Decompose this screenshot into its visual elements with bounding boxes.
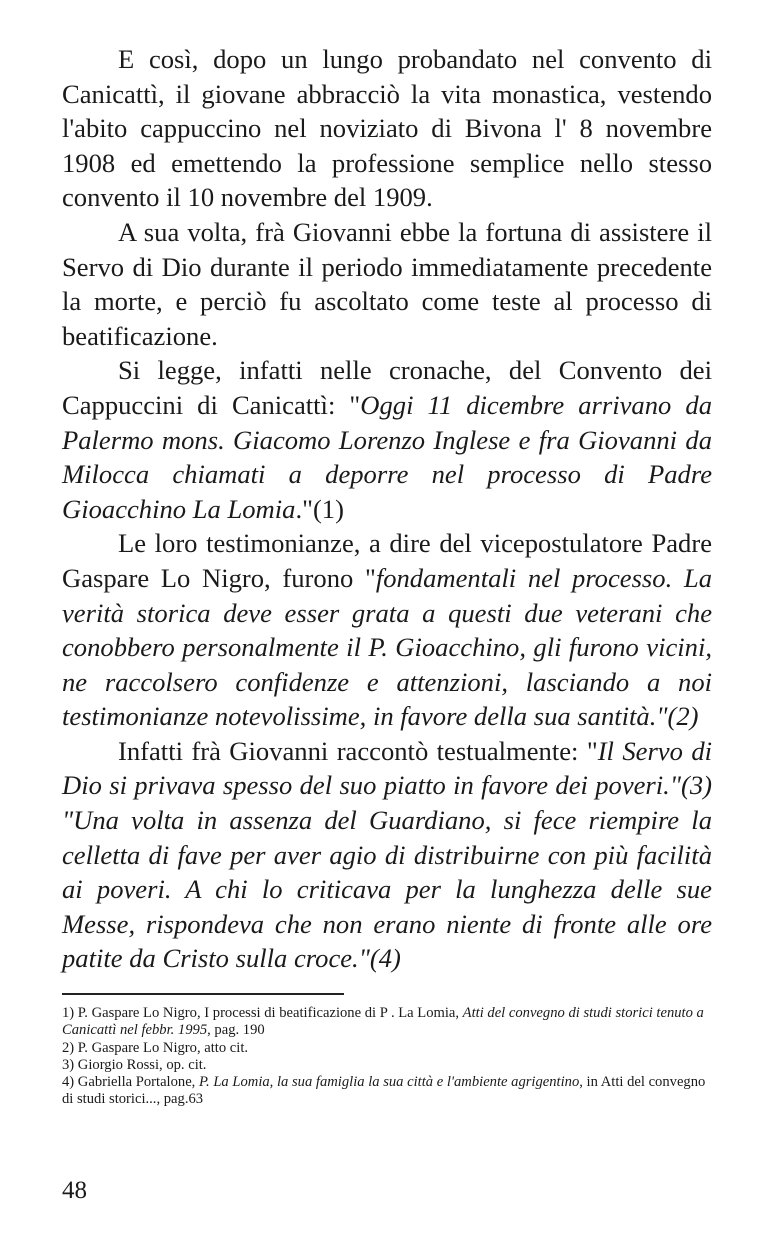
text-run: 3) Giorgio Rossi, op. cit. — [62, 1056, 207, 1073]
text-run: , pag. 190 — [207, 1022, 265, 1039]
body-text — [62, 42, 712, 976]
italic-quote: Oggi 11 dicembre arrivano da Palermo mons. Giacomo Lorenzo Inglese e fra Giovanni da Milocca chiamati a deporre nel processo di Padre Gioacchino La Lomia — [62, 389, 712, 524]
text-run: ."(1) — [295, 493, 344, 524]
text-run: 4) Gabriella Portalone, — [62, 1074, 199, 1091]
italic-quote: Il Servo di Dio si privava spesso del suo piatto in favore dei poveri."(3) "Una volta in assenza del Guardiano, si fece riempire la celletta di fave per aver agio di distribuirne con più facilità ai poveri. A chi lo criticava per la lunghezza delle sue Messe, rispondeva che non erano niente di fronte alle ore patite da Cristo sulla croce."(4) — [62, 735, 712, 974]
italic-title: P. La Lomia, la sua famiglia la sua città e l'ambiente agrigentino — [198, 1074, 580, 1091]
text-run: Le loro testimonianze, a dire del vicepostulatore Padre Gaspare Lo Nigro, furono " — [62, 528, 712, 593]
text-run: 2) P. Gaspare Lo Nigro, atto cit. — [62, 1039, 249, 1056]
footnote-2 — [62, 1040, 712, 1057]
page-number: 48 — [62, 1177, 87, 1204]
page-body — [62, 42, 712, 976]
paragraph-4 — [62, 526, 712, 734]
text-run: A sua volta, frà Giovanni ebbe la fortuna di assistere il Servo di Dio durante il periodo immediatamente precedente la morte, e perciò fu ascoltato come teste al processo di beatificazione. — [62, 216, 712, 351]
footnote-4 — [62, 1074, 712, 1109]
text-run: Si legge, infatti nelle cronache, del Convento dei Cappuccini di Canicattì: " — [62, 355, 712, 420]
text-run: E così, dopo un lungo probandato nel convento di Canicattì, il giovane abbracciò la vita monastica, vestendo l'abito cappuccino nel noviziato di Bivona l' 8 novembre 1908 ed emettendo la professione semplice nello stesso convento il 10 novembre del 1909. — [62, 44, 712, 213]
text-run: 1) P. Gaspare Lo Nigro, I processi di beatificazione di P . La Lomia, — [62, 1005, 463, 1021]
italic-quote: fondamentali nel processo. La verità storica deve esser grata a questi due veterani che conobbero personalmente il P. Gioacchino, gli furono vicini, ne raccolsero confidenze e attenzioni, lasciando a noi testimonianze notevolissime, in favore della sua santità."(2) — [62, 562, 712, 732]
paragraph-5 — [62, 734, 712, 976]
italic-title: Atti del convegno di studi storici tenuto a Canicattì nel febbr. 1995 — [62, 1005, 704, 1039]
paragraph-3 — [62, 353, 712, 526]
footnote-1 — [62, 1005, 712, 1040]
paragraph-2 — [62, 215, 712, 353]
text-run: Infatti frà Giovanni raccontò testualmente: " — [118, 735, 598, 766]
text-run: , in Atti del convegno di studi storici..., pag.63 — [62, 1074, 706, 1108]
footnote-3 — [62, 1057, 712, 1074]
paragraph-1 — [62, 42, 712, 215]
footnotes — [62, 1005, 712, 1109]
footnote-divider — [62, 993, 344, 995]
